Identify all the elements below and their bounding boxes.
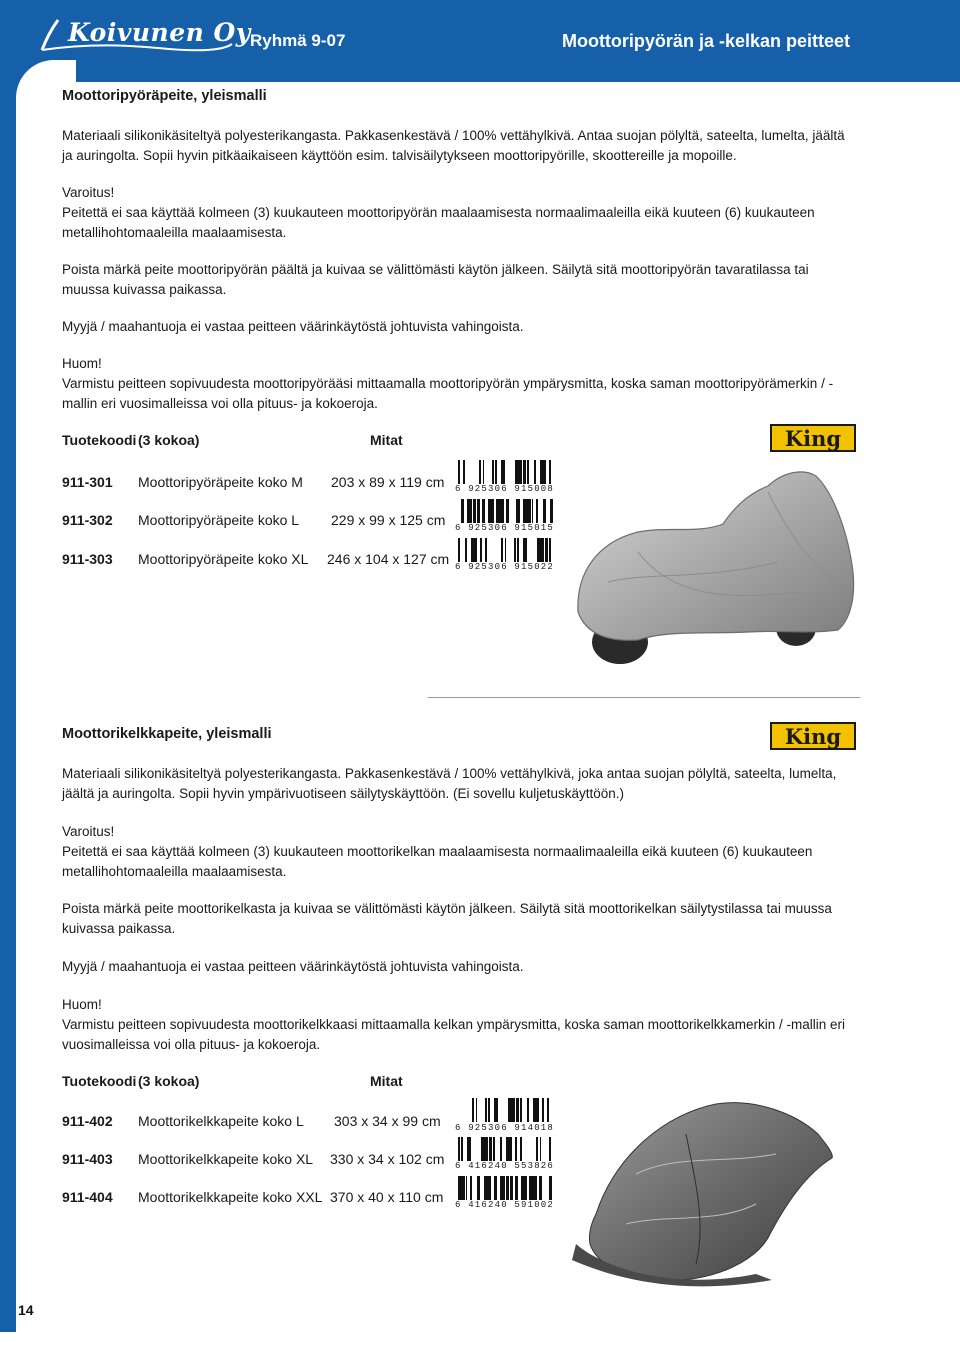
note-text: Varmistu peitteen sopivuudesta moottoripyörääsi mittaamalla moottoripyörän ympärysmitta, koska saman moottoripyörämerkin / -mallin eri vuosimalleissa voi olla pituus- ja kokoeroja. <box>62 376 834 411</box>
warning-block <box>62 822 858 882</box>
product-row <box>62 1113 113 1129</box>
snowmobile-cover-image <box>556 1094 862 1290</box>
group-label: Ryhmä 9-07 <box>250 31 346 50</box>
barcode-number: 6 925306 914018 <box>455 1123 555 1133</box>
product-name: Moottoripyöräpeite koko M <box>138 474 303 490</box>
product-code: 911-403 <box>62 1151 113 1167</box>
wet-cover-text: Poista märkä peite moottorikelkasta ja kuivaa se välittömästi käytön jälkeen. Säilytä sitä moottorikelkan säilytystilassa tai muussa kuivassa paikassa. <box>62 901 832 936</box>
description-text: Materiaali silikonikäsiteltyä polyesterikangasta. Pakkasenkestävä / 100% vettähylkivä. Antaa suojan pölyltä, sateelta, lumelta, jäältä ja auringolta. Sopii hyvin pitkäaikaiseen käyttöön esim. talvisäilytykseen moottoripyörille, skoottereille ja mopoille. <box>62 128 845 163</box>
column-header-sizes: (3 kokoa) <box>138 1073 200 1089</box>
king-brand-logo <box>770 722 856 750</box>
product-code: 911-402 <box>62 1113 113 1129</box>
king-text: King <box>784 724 842 749</box>
page-title: Moottoripyörän ja -kelkan peitteet <box>561 31 850 51</box>
section-title-snowmobile: Moottorikelkkapeite, yleismalli <box>62 726 272 742</box>
note-text: Varmistu peitteen sopivuudesta moottorikelkkaasi mittaamalla kelkan ympärysmitta, koska saman moottorikelkkamerkin / -mallin eri vuosimalleissa voi olla pituus- ja kokoeroja. <box>62 1017 846 1052</box>
product-code: 911-302 <box>62 512 113 528</box>
barcode-number: 6 925306 915015 <box>455 523 555 533</box>
column-header-dimensions: Mitat <box>370 432 403 448</box>
product-row <box>62 512 113 528</box>
king-brand-logo <box>770 424 856 452</box>
column-header-code: Tuotekoodi <box>62 432 137 448</box>
motorcycle-cover-image <box>548 462 866 670</box>
warning-text: Peitettä ei saa käyttää kolmeen (3) kuukauteen moottorikelkan maalaamisesta normaalimaaleilla eikä kuuteen (6) kuukauteen metallihohtomaaleilla maalaamisesta. <box>62 844 813 879</box>
barcode-number: 6 416240 591002 <box>455 1200 555 1210</box>
product-name: Moottorikelkkapeite koko XXL <box>138 1189 323 1205</box>
note-block <box>62 995 858 1055</box>
column-header-sizes: (3 kokoa) <box>138 432 200 448</box>
barcode-number: 6 416240 553826 <box>455 1161 555 1171</box>
warning-title: Varoitus! <box>62 185 115 200</box>
note-block <box>62 354 858 414</box>
warning-text: Peitettä ei saa käyttää kolmeen (3) kuukauteen moottoripyörän maalaamisesta normaalimaaleilla eikä kuuteen (6) kuukauteen metallihohtomaaleilla maalaamisesta. <box>62 205 815 240</box>
note-title: Huom! <box>62 356 102 371</box>
column-header-code: Tuotekoodi <box>62 1073 137 1089</box>
product-row <box>62 551 113 567</box>
product-name: Moottorikelkkapeite koko XL <box>138 1151 314 1167</box>
page-number: 14 <box>18 1302 34 1318</box>
logo-text: Koivunen Oy <box>68 18 251 47</box>
section-divider <box>428 697 860 698</box>
product-row <box>62 1151 113 1167</box>
content-area-bg <box>16 100 46 1372</box>
product-dimensions: 203 x 89 x 119 cm <box>331 474 445 490</box>
product-row <box>62 1189 113 1205</box>
wet-cover-text: Poista märkä peite moottoripyörän päältä ja kuivaa se välittömästi käytön jälkeen. Säilytä sitä moottoripyörän tavaratilassa tai muussa kuivassa paikassa. <box>62 262 809 297</box>
column-header-dimensions: Mitat <box>370 1073 403 1089</box>
product-code: 911-404 <box>62 1189 113 1205</box>
description-text: Materiaali silikonikäsiteltyä polyesterikangasta. Pakkasenkestävä / 100% vettähylkivä, joka antaa suojan pölyltä, sateelta, lumelta, jäältä ja auringolta. Sopii hyvin ympärivuotiseen säilytyskäyttöön. (Ei sovellu kuljetuskäyttöön.) <box>62 766 837 801</box>
product-dimensions: 330 x 34 x 102 cm <box>330 1151 445 1167</box>
product-name: Moottorikelkkapeite koko L <box>138 1113 304 1129</box>
product-dimensions: 370 x 40 x 110 cm <box>330 1189 444 1205</box>
liability-text: Myyjä / maahantuoja ei vastaa peitteen väärinkäytöstä johtuvista vahingoista. <box>62 959 524 974</box>
section-title-motorcycle: Moottoripyöräpeite, yleismalli <box>62 88 267 104</box>
warning-title: Varoitus! <box>62 824 115 839</box>
barcode-number: 6 925306 915008 <box>455 484 555 494</box>
product-name: Moottoripyöräpeite koko XL <box>138 551 309 567</box>
page-header <box>0 0 960 82</box>
note-title: Huom! <box>62 997 102 1012</box>
liability-text: Myyjä / maahantuoja ei vastaa peitteen väärinkäytöstä johtuvista vahingoista. <box>62 319 524 334</box>
product-dimensions: 246 x 104 x 127 cm <box>327 551 450 567</box>
product-code: 911-301 <box>62 474 113 490</box>
warning-block <box>62 183 858 243</box>
company-logo <box>38 14 251 54</box>
king-text: King <box>784 426 842 451</box>
barcode-number: 6 925306 915022 <box>455 562 555 572</box>
product-code: 911-303 <box>62 551 113 567</box>
product-dimensions: 229 x 99 x 125 cm <box>331 512 446 528</box>
product-row <box>62 474 113 490</box>
product-name: Moottoripyöräpeite koko L <box>138 512 300 528</box>
product-dimensions: 303 x 34 x 99 cm <box>334 1113 441 1129</box>
